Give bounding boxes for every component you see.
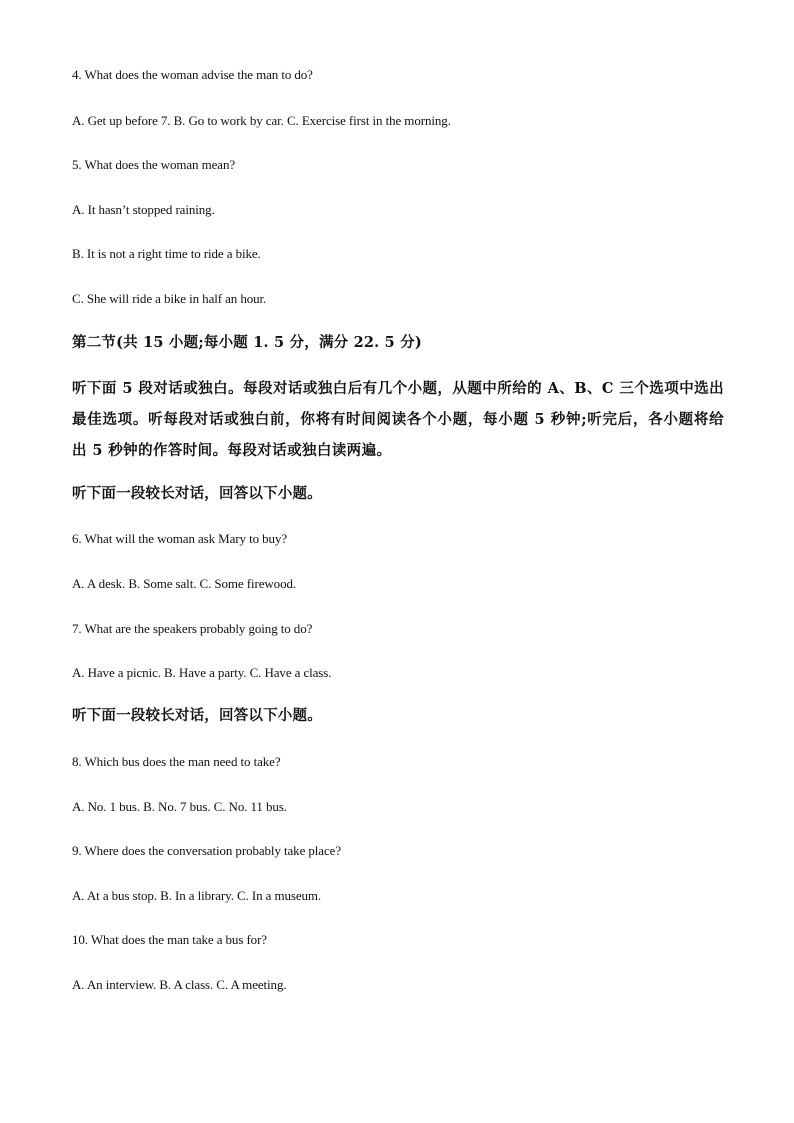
question-9-stem: 9. Where does the conversation probably take place? — [72, 843, 341, 858]
section-2-title: 第二节(共 15 小题;每小题 1. 5 分，满分 22. 5 分) — [72, 334, 422, 351]
question-7-options: A. Have a picnic. B. Have a party. C. Have a class. — [72, 665, 332, 680]
question-9-options: A. At a bus stop. B. In a library. C. In a museum. — [72, 888, 322, 903]
question-4-stem: 4. What does the woman advise the man to do? — [72, 67, 313, 82]
question-4-options: A. Get up before 7. B. Go to work by car. C. Exercise first in the morning. — [72, 113, 451, 128]
question-10-options: A. An interview. B. A class. C. A meeting. — [72, 977, 287, 992]
question-7-stem: 7. What are the speakers probably going to do? — [72, 621, 313, 636]
question-8-stem: 8. Which bus does the man need to take? — [72, 754, 281, 769]
question-6-options: A. A desk. B. Some salt. C. Some firewood. — [72, 576, 297, 591]
section-2-instructions: 听下面 5 段对话或独白。每段对话或独白后有几个小题，从题中所给的 A、B、C 三个选项中选出最佳选项。听每段对话或独白前，你将有时间阅读各个小题，每小题 5 秒钟;听完后，各小题将给出 5 秒钟的作答时间。每段对话或独白读两遍。 — [72, 380, 724, 459]
question-5-option-a: A. It hasn’t stopped raining. — [72, 202, 215, 217]
question-6-stem: 6. What will the woman ask Mary to buy? — [72, 531, 288, 546]
group-heading-2: 听下面一段较长对话，回答以下小题。 — [72, 707, 322, 724]
question-5-option-c: C. She will ride a bike in half an hour. — [72, 291, 267, 306]
question-10-stem: 10. What does the man take a bus for? — [72, 932, 267, 947]
question-8-options: A. No. 1 bus. B. No. 7 bus. C. No. 11 bus. — [72, 799, 287, 814]
question-5-stem: 5. What does the woman mean? — [72, 157, 236, 172]
question-5-option-b: B. It is not a right time to ride a bike. — [72, 246, 261, 261]
group-heading-1: 听下面一段较长对话，回答以下小题。 — [72, 485, 322, 502]
